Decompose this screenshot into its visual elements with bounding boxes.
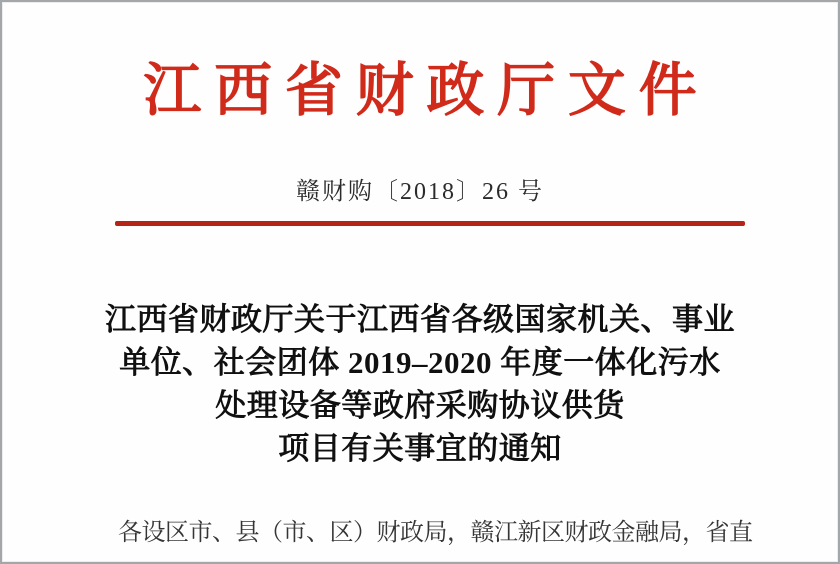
letterhead-divider-line	[115, 221, 745, 226]
document-title	[2, 298, 838, 470]
document-title-line-4: 项目有关事宜的通知	[278, 431, 562, 466]
body-salutation: 各设区市、县（市、区）财政局，赣江新区财政金融局，省直	[118, 520, 753, 546]
document-title-line-2: 单位、社会团体 2019–2020 年度一体化污水	[119, 345, 721, 380]
letterhead-title: 江西省财政厅文件	[143, 58, 710, 123]
document-title-line-1: 江西省财政厅关于江西省各级国家机关、事业	[105, 302, 735, 337]
document-number: 赣财购〔2018〕26 号	[296, 179, 544, 205]
document-title-line-3: 处理设备等政府采购协议供货	[215, 388, 625, 423]
